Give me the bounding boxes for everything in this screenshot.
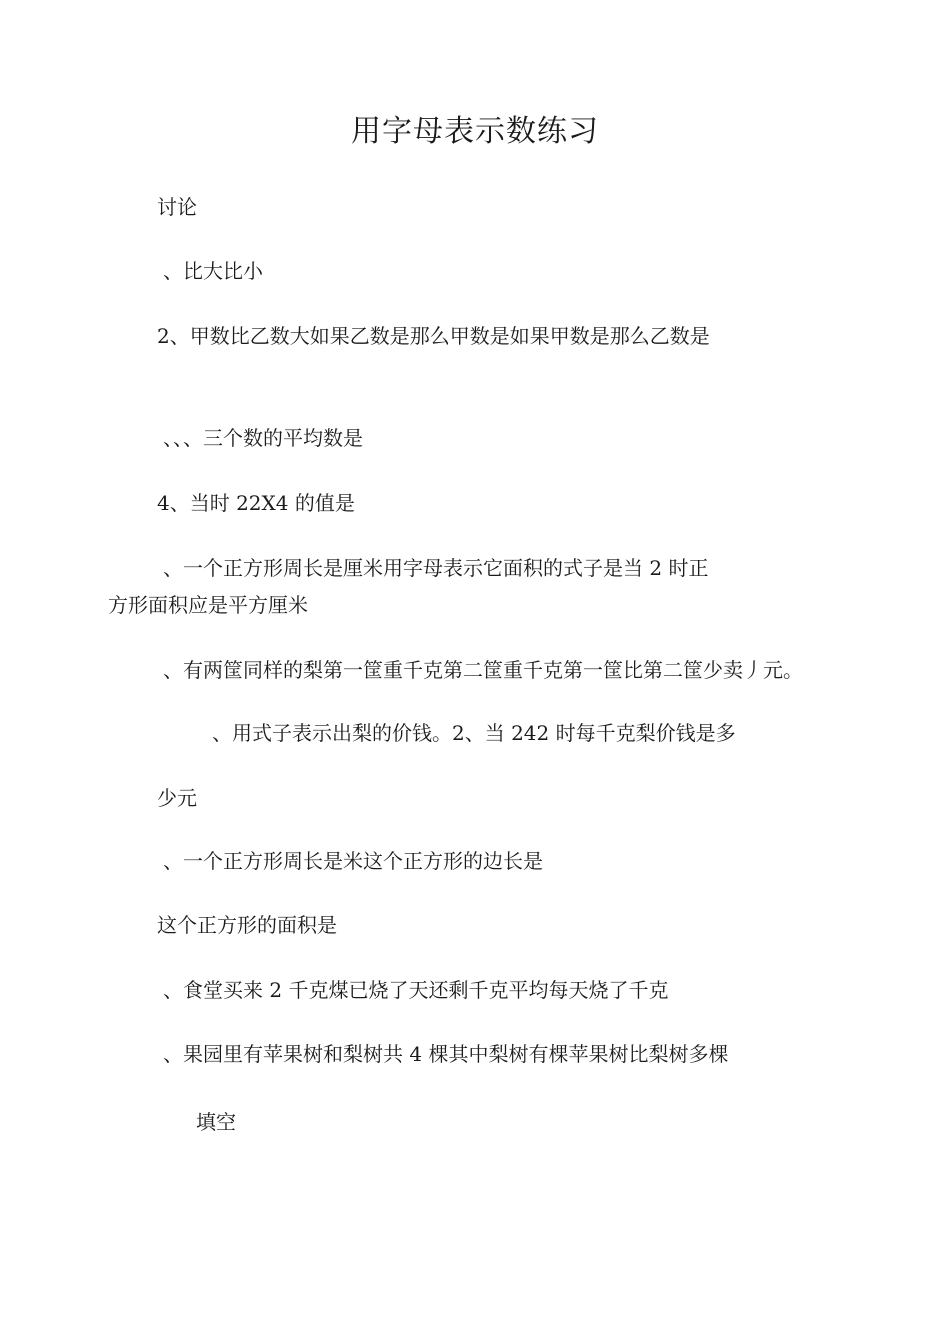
text-line: 、一个正方形周长是厘米用字母表示它面积的式子是当 2 时正 (163, 556, 709, 580)
text-line: 4、当时 22X4 的值是 (157, 491, 355, 515)
text-line: 少元 (157, 786, 197, 810)
text-line: 、有两筐同样的梨第一筐重千克第二筐重千克第一筐比第二筐少卖丿元。 (163, 658, 803, 682)
text-line: 、、、三个数的平均数是 (163, 426, 363, 450)
text-line: 这个正方形的面积是 (157, 913, 337, 937)
text-line: 2、甲数比乙数大如果乙数是那么甲数是如果甲数是那么乙数是 (157, 324, 710, 348)
section-heading: 填空 (196, 1110, 236, 1134)
text-line: 、比大比小 (163, 259, 263, 283)
text-line: 、一个正方形周长是米这个正方形的边长是 (163, 849, 543, 873)
text-line: 方形面积应是平方厘米 (108, 593, 308, 617)
text-line: 讨论 (157, 195, 197, 219)
text-line: 、用式子表示出梨的价钱。2、当 242 时每千克梨价钱是多 (212, 721, 736, 745)
text-line: 、食堂买来 2 千克煤已烧了天还剩千克平均每天烧了千克 (163, 978, 669, 1002)
text-line: 、果园里有苹果树和梨树共 4 棵其中梨树有棵苹果树比梨树多棵 (163, 1042, 729, 1066)
document-title: 用字母表示数练习 (351, 114, 599, 149)
